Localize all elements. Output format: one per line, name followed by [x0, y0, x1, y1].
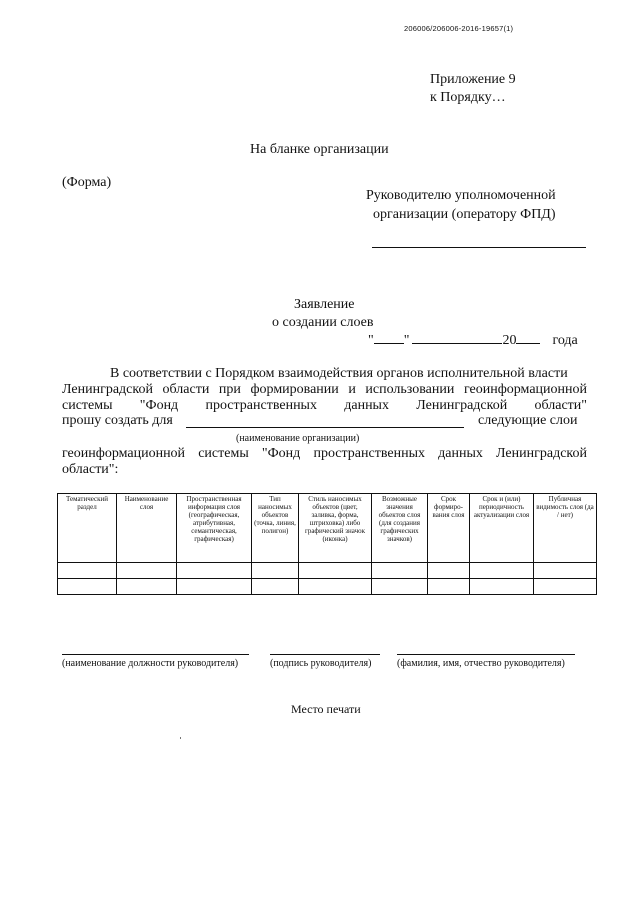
table-cell[interactable] — [372, 563, 428, 579]
position-caption: (наименование должности руководителя) — [62, 658, 239, 669]
body-line-3: системы "Фонд пространственных данных Ленинградской области" — [62, 398, 587, 413]
appendix-reference: к Порядку… — [430, 90, 506, 105]
table-row — [58, 579, 597, 595]
table-cell[interactable] — [299, 563, 372, 579]
date-day-field[interactable] — [374, 332, 404, 344]
table-cell[interactable] — [177, 579, 252, 595]
col-object-style: Стиль наносимых объектов (цвет, заливка, форма, штриховка) либо графический значок (иконка) — [299, 494, 372, 563]
signature-caption: (подпись руководителя) — [270, 658, 372, 669]
recipient-line-1: Руководителю уполномоченной — [366, 188, 556, 203]
table-cell[interactable] — [177, 563, 252, 579]
col-layer-name: Наименование слоя — [117, 494, 177, 563]
position-signature-line[interactable] — [62, 654, 249, 655]
col-possible-values: Возможные значения объектов слоя (для создания графических значков) — [372, 494, 428, 563]
body-line-2: Ленинградской области при формировании и использовании геоинформационной — [62, 382, 587, 397]
full-name-caption: (фамилия, имя, отчество руководителя) — [397, 658, 565, 669]
table-cell[interactable] — [58, 579, 117, 595]
table-cell[interactable] — [534, 563, 597, 579]
letterhead-note: На бланке организации — [250, 142, 389, 157]
body-line-4-end: следующие слои — [478, 413, 578, 428]
document-subtitle: о создании слоев — [272, 315, 374, 330]
table-header-row — [58, 494, 597, 563]
table-cell[interactable] — [428, 563, 470, 579]
col-thematic-section: Тематический раздел — [58, 494, 117, 563]
document-title: Заявление — [294, 297, 355, 312]
date-quote-close: " — [403, 333, 410, 348]
full-name-signature-line[interactable] — [397, 654, 575, 655]
date-year-field[interactable] — [516, 332, 540, 344]
organization-name-field[interactable] — [186, 427, 464, 428]
col-spatial-info: Пространственная информация слоя (географическая, атрибутивная, семантическая, графическая) — [177, 494, 252, 563]
organization-caption: (наименование организации) — [236, 433, 360, 444]
col-formation-term: Срок формиро-вания слоя — [428, 494, 470, 563]
table-cell[interactable] — [252, 579, 299, 595]
body-line-5: геоинформационной системы "Фонд пространственных данных Ленинградской — [62, 446, 587, 461]
table-cell[interactable] — [252, 563, 299, 579]
signature-line[interactable] — [270, 654, 380, 655]
table-cell[interactable] — [117, 563, 177, 579]
recipient-name-field[interactable] — [372, 247, 586, 248]
date-field — [368, 332, 578, 349]
date-quote-open: " — [368, 333, 374, 348]
recipient-line-2: организации (оператору ФПД) — [373, 207, 556, 222]
body-line-4-start: прошу создать для — [62, 413, 173, 428]
document-id: 206006/206006-2016-19657(1) — [404, 24, 514, 33]
body-line-1: В соответствии с Порядком взаимодействия органов исполнительной власти — [110, 366, 568, 381]
table-cell[interactable] — [470, 563, 534, 579]
table-cell[interactable] — [58, 563, 117, 579]
table-cell[interactable] — [428, 579, 470, 595]
date-year-prefix: 20 — [502, 333, 517, 348]
date-month-field[interactable] — [412, 332, 502, 344]
table-cell[interactable] — [117, 579, 177, 595]
table-cell[interactable] — [299, 579, 372, 595]
col-public-visibility: Публичная видимость слоя (да / нет) — [534, 494, 597, 563]
col-object-type: Тип наносимых объектов (точка, линия, полигон) — [252, 494, 299, 563]
table-cell[interactable] — [470, 579, 534, 595]
date-year-word: года — [552, 333, 578, 348]
appendix-number: Приложение 9 — [430, 72, 516, 87]
table-cell[interactable] — [372, 579, 428, 595]
body-line-6: области": — [62, 462, 119, 477]
form-label: (Форма) — [62, 175, 112, 190]
col-update-term: Срок и (или) периодичность актуализации слоя — [470, 494, 534, 563]
layers-table — [57, 493, 597, 595]
table-row — [58, 563, 597, 579]
scan-speck — [180, 737, 181, 739]
table-cell[interactable] — [534, 579, 597, 595]
seal-place: Место печати — [291, 702, 361, 716]
